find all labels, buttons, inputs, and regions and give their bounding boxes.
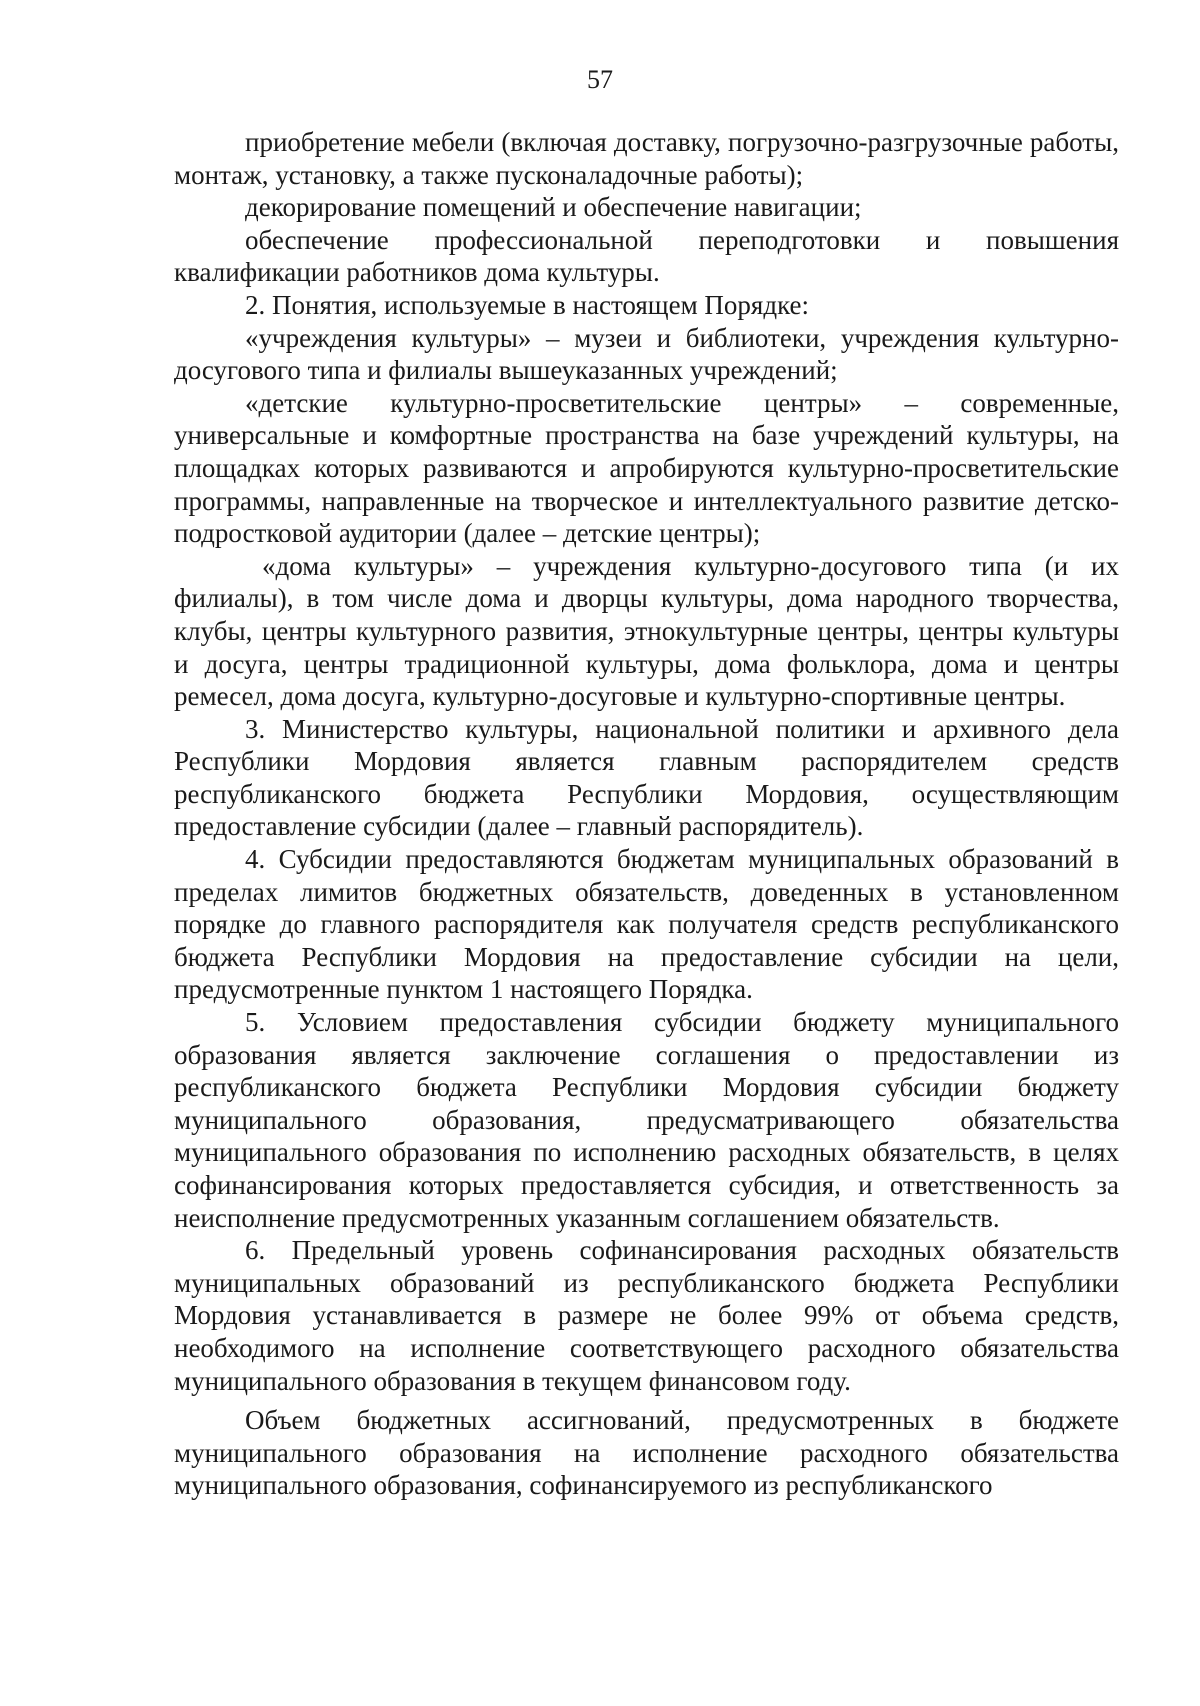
paragraph-definition-culture-institutions: «учреждения культуры» – музеи и библиотеки, учреждения культурно-досугового типа и филиалы вышеуказанных учреждений;: [174, 322, 1119, 386]
paragraph-training: обеспечение профессиональной переподготовки и повышения квалификации работников дома культуры.: [174, 224, 1119, 288]
paragraph-item-2: 2. Понятия, используемые в настоящем Порядке:: [245, 289, 809, 320]
paragraph-item-6: 6. Предельный уровень софинансирования расходных обязательств муниципальных образований из республиканского бюджета Республики Мордовия устанавливается в размере не более 99% от объема средств, необходимого на исполнение соответствующего расходного обязательства муниципального образования в текущем финансовом году.: [174, 1235, 1119, 1396]
paragraph-item-3: 3. Министерство культуры, национальной политики и архивного дела Республики Мордовия является главным распорядителем средств республиканского бюджета Республики Мордовия, осуществляющим предоставление субсидии (далее – главный распорядитель).: [174, 713, 1119, 842]
paragraph-decoration: декорирование помещений и обеспечение навигации;: [245, 192, 862, 223]
page-number: 57: [587, 65, 613, 94]
paragraph-definition-houses-of-culture: «дома культуры» – учреждения культурно-досугового типа (и их филиалы), в том числе дома и дворцы культуры, дома народного творчества, клубы, центры культурного развития, этнокультурные центры, центры культуры и досуга, центры традиционной культуры, дома фольклора, дома и центры ремесел, дома досуга, культурно-досуговые и культурно-спортивные центры.: [174, 550, 1119, 712]
paragraph-budget-volume: Объем бюджетных ассигнований, предусмотренных в бюджете муниципального образования на исполнение расходного обязательства муниципального образования, софинансируемого из республиканского: [174, 1405, 1119, 1501]
document-body: [174, 126, 1119, 1502]
paragraph-item-5: 5. Условием предоставления субсидии бюджету муниципального образования является заключение соглашения о предоставлении из республиканского бюджета Республики Мордовия субсидии бюджету муниципального образования, предусматривающего обязательства муниципального образования по исполнению расходных обязательств, в целях софинансирования которых предоставляется субсидия, и ответственность за неисполнение предусмотренных указанным соглашением обязательств.: [174, 1007, 1119, 1233]
paragraph-definition-children-centers: «детские культурно-просветительские центры» – современные, универсальные и комфортные пространства на базе учреждений культуры, на площадках которых развиваются и апробируются культурно-просветительские программы, направленные на творческое и интеллектуального развитие детско-подростковой аудитории (далее – детские центры);: [174, 387, 1119, 549]
paragraph-item-4: 4. Субсидии предоставляются бюджетам муниципальных образований в пределах лимитов бюджетных обязательств, доведенных в установленном порядке до главного распорядителя как получателя средств республиканского бюджета Республики Мордовия на предоставление субсидии на цели, предусмотренные пунктом 1 настоящего Порядка.: [174, 844, 1119, 1005]
paragraph-furniture: приобретение мебели (включая доставку, погрузочно-разгрузочные работы, монтаж, установку, а также пусконаладочные работы);: [174, 127, 1119, 190]
